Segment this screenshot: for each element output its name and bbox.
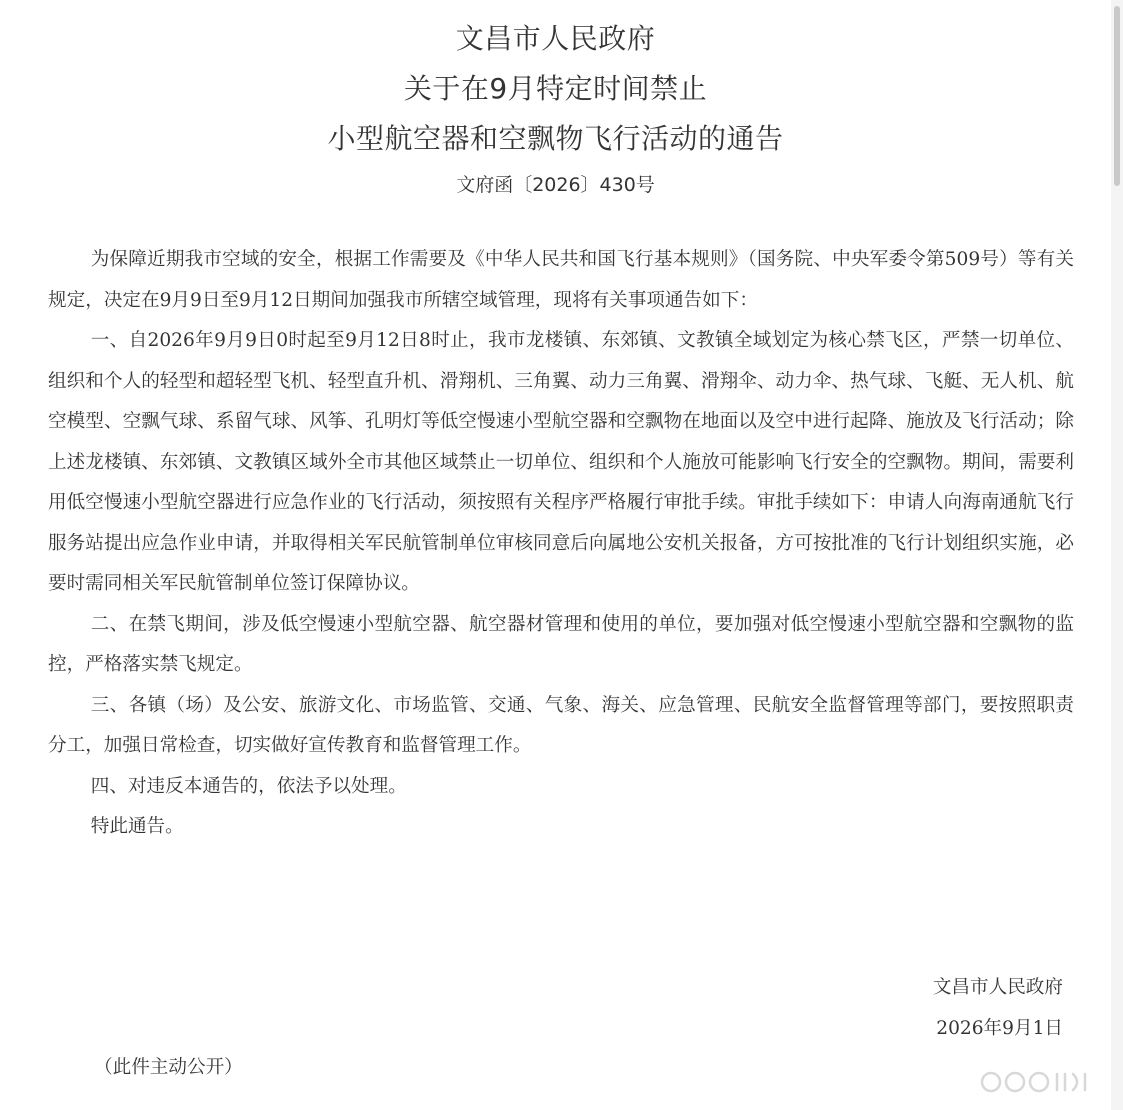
body-paragraph-item-2: 二、在禁飞期间，涉及低空慢速小型航空器、航空器材管理和使用的单位，要加强对低空慢速小型航空器和空飘物的监控，严格落实禁飞规定。 xyxy=(48,613,1074,675)
watermark-icon xyxy=(977,1062,1097,1102)
body-paragraph-item-1: 一、自2026年9月9日0时起至9月12日8时止，我市龙楼镇、东郊镇、文教镇全域划定为核心禁飞区，严禁一切单位、组织和个人的轻型和超轻型飞机、轻型直升机、滑翔机、三角翼、动力三角翼、滑翔伞、动力伞、热气球、飞艇、无人机、航空模型、空飘气球、系留气球、风筝、孔明灯等低空慢速小型航空器和空飘物在地面以及空中进行起降、施放及飞行活动；除上述龙楼镇、东郊镇、文教镇区域外全市其他区域禁止一切单位、组织和个人施放可能影响飞行安全的空飘物。期间，需要利用低空慢速小型航空器进行应急作业的飞行活动，须按照有关程序严格履行审批手续。审批手续如下：申请人向海南通航飞行服务站提出应急作业申请，并取得相关军民航管制单位审核同意后向属地公安机关报备，方可按批准的飞行计划组织实施，必要时需同相关军民航管制单位签订保障协议。 xyxy=(48,330,1074,594)
scrollbar-thumb[interactable] xyxy=(1114,6,1120,186)
body-paragraph-item-3: 三、各镇（场）及公安、旅游文化、市场监管、交通、气象、海关、应急管理、民航安全监督管理等部门，要按照职责分工，加强日常检查，切实做好宣传教育和监督管理工作。 xyxy=(48,694,1074,756)
notice-title-line-3: 小型航空器和空飘物飞行活动的通告 xyxy=(327,122,784,155)
document-number: 文府函〔2026〕430号 xyxy=(456,174,655,196)
signature-issuer: 文昌市人民政府 xyxy=(932,977,1063,998)
body-paragraph-item-4: 四、对违反本通告的，依法予以处理。 xyxy=(90,775,407,797)
public-disclosure-note: （此件主动公开） xyxy=(94,1057,243,1078)
body-paragraph-closing: 特此通告。 xyxy=(90,816,184,837)
vertical-scrollbar[interactable] xyxy=(1111,0,1123,1110)
issuer-title: 文昌市人民政府 xyxy=(455,22,656,55)
notice-body xyxy=(48,240,1074,848)
signature-date: 2026年9月1日 xyxy=(936,1018,1063,1039)
notice-title-line-2: 关于在9月特定时间禁止 xyxy=(403,72,708,105)
body-paragraph-intro: 为保障近期我市空域的安全，根据工作需要及《中华人民共和国飞行基本规则》（国务院、中央军委令第509号）等有关规定，决定在9月9日至9月12日期间加强我市所辖空域管理，现将有关事项通告如下： xyxy=(48,249,1074,311)
